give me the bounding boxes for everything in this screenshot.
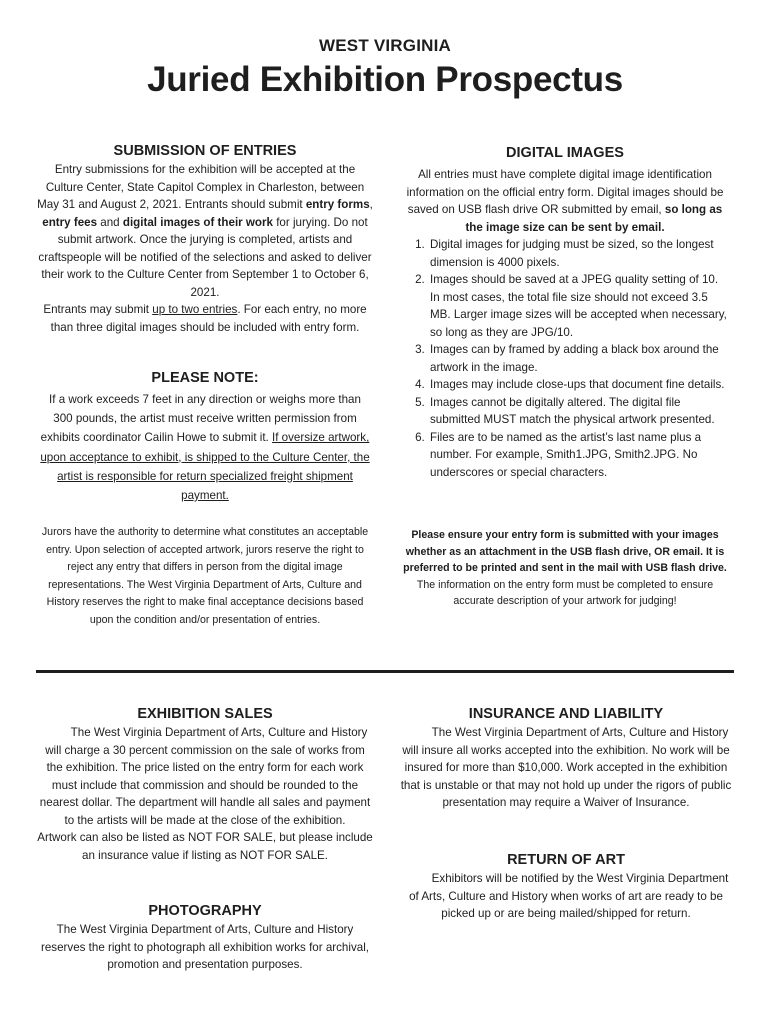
return-of-art-heading: RETURN OF ART xyxy=(507,852,625,868)
insurance-heading: INSURANCE AND LIABILITY xyxy=(468,706,664,722)
page-title: Juried Exhibition Prospectus xyxy=(147,60,623,99)
jurors-text: Jurors have the authority to determine what constitutes an acceptable entry. Upon selection of accepted artwork, jurors reserve the right to reject any entry that differs in person from the digital image representations. The West Virginia Department of Arts, Culture and History reserves the right to make final acceptance decisions based upon the condition and/or presentation of entries. xyxy=(41,526,369,626)
state-heading: WEST VIRGINIA xyxy=(319,36,451,55)
exhibition-sales-section xyxy=(36,704,374,864)
submission-text: Entry submissions for the exhibition will be accepted at the Culture Center, State Capitol Complex in Charleston, between May 31 and August 2, 2021. Entrants should submit xyxy=(37,163,365,211)
submission-paragraph-1 xyxy=(36,161,374,301)
please-note-body: If a work exceeds 7 feet in any direction or weighs more than 300 pounds, the artist must receive written permission from exhibits coordinator Cailin Howe to submit it. xyxy=(40,393,361,445)
list-item: 1. Digital images for judging must be sized, so the longest dimension is 4000 pixels. xyxy=(428,236,728,271)
sales-paragraph-1: The West Virginia Department of Arts, Culture and History will charge a 30 percent commission on the sale of works from the exhibition. The price listed on the entry form for each work must include that commission and should be rounded to the nearest dollar. The department will handle all sales and payment to the artists will be made at the close of the exhibition. xyxy=(39,726,371,827)
list-item: 4. Images may include close-ups that document fine details. xyxy=(428,376,728,394)
digital-intro-text: All entries must have complete digital image identification information on the official entry form. Digital images should be saved on USB flash drive OR submitted by email, xyxy=(406,168,724,216)
insurance-text: The West Virginia Department of Arts, Culture and History will insure all works accepted into the exhibition. No work will be insured for more than $10,000. Work accepted in the exhibition that is unstable or that may not hold up under the rigors of public presentation may require a Waiver of Insurance. xyxy=(400,726,732,809)
ensure-section xyxy=(402,527,728,610)
separator: and xyxy=(97,215,123,229)
ensure-bold-text: Please ensure your entry form is submitted with your images whether as an attachment in the USB flash drive, OR email. It is preferred to be printed and sent in the mail with USB flash drive. xyxy=(403,529,727,574)
submission-text: Entrants may submit xyxy=(43,303,153,316)
digital-intro-bold: so long as the image size can be sent by email. xyxy=(465,203,723,234)
digital-images-heading: DIGITAL IMAGES xyxy=(506,145,624,161)
sales-paragraph-2: Artwork can also be listed as NOT FOR SALE, but please include an insurance value if listing as NOT FOR SALE. xyxy=(37,831,373,862)
please-note-section xyxy=(38,368,372,505)
list-item: 2. Images should be saved at a JPEG quality setting of 10. In most cases, the total file size should not exceed 3.5 MB. Larger image sizes will be accepted when necessary, so long as they are JPG/10. xyxy=(428,271,728,341)
submission-text: . For each entry, no more than three digital images should be included with entry form. xyxy=(50,303,367,334)
submission-section xyxy=(36,141,374,336)
list-item: 6. Files are to be named as the artist’s last name plus a number. For example, Smith1.JPG, Smith2.JPG. No underscores or special characters. xyxy=(428,429,728,482)
photography-heading: PHOTOGRAPHY xyxy=(148,903,262,919)
submission-text: for jurying. Do not submit artwork. Once the jurying is completed, artists and craftspeople will be notified of the selections and asked to deliver their work to the Culture Center from September 1 to October 6, 2021. xyxy=(38,215,372,299)
section-divider xyxy=(36,670,734,673)
submission-heading: SUBMISSION OF ENTRIES xyxy=(113,143,297,159)
please-note-heading: PLEASE NOTE: xyxy=(151,370,259,386)
exhibition-sales-heading: EXHIBITION SALES xyxy=(137,706,273,722)
please-note-text xyxy=(38,390,372,505)
list-item: 5. Images cannot be digitally altered. The digital file submitted MUST match the physical artwork presented. xyxy=(428,394,728,429)
photography-text: The West Virginia Department of Arts, Culture and History reserves the right to photograph all exhibition works for archival, promotion and presentation purposes. xyxy=(40,923,369,971)
ensure-text: The information on the entry form must be completed to ensure accurate description of your artwork for judging! xyxy=(416,578,714,607)
return-of-art-section xyxy=(400,850,732,923)
digital-images-bold: digital images of their work xyxy=(122,215,273,229)
separator: , xyxy=(369,198,373,211)
submission-paragraph-2 xyxy=(36,301,374,336)
entry-fees-bold: entry fees xyxy=(42,215,98,229)
list-item: 3. Images can by framed by adding a black box around the artwork in the image. xyxy=(428,341,728,376)
photography-section xyxy=(36,901,374,974)
digital-requirements-list xyxy=(402,236,728,481)
two-entries-underlined: up to two entries xyxy=(152,303,238,316)
oversize-underlined: If oversize artwork, upon acceptance to exhibit, is shipped to the Culture Center, the artist is responsible for return specialized freight shipment payment. xyxy=(40,431,370,503)
insurance-section xyxy=(400,704,732,812)
return-of-art-text: Exhibitors will be notified by the West Virginia Department of Arts, Culture and History when works of art are ready to be picked up or are being mailed/shipped for return. xyxy=(409,872,729,920)
entry-forms-bold: entry forms xyxy=(305,198,370,211)
digital-intro xyxy=(402,166,728,236)
jurors-section xyxy=(36,524,374,629)
digital-images-section xyxy=(402,143,728,481)
